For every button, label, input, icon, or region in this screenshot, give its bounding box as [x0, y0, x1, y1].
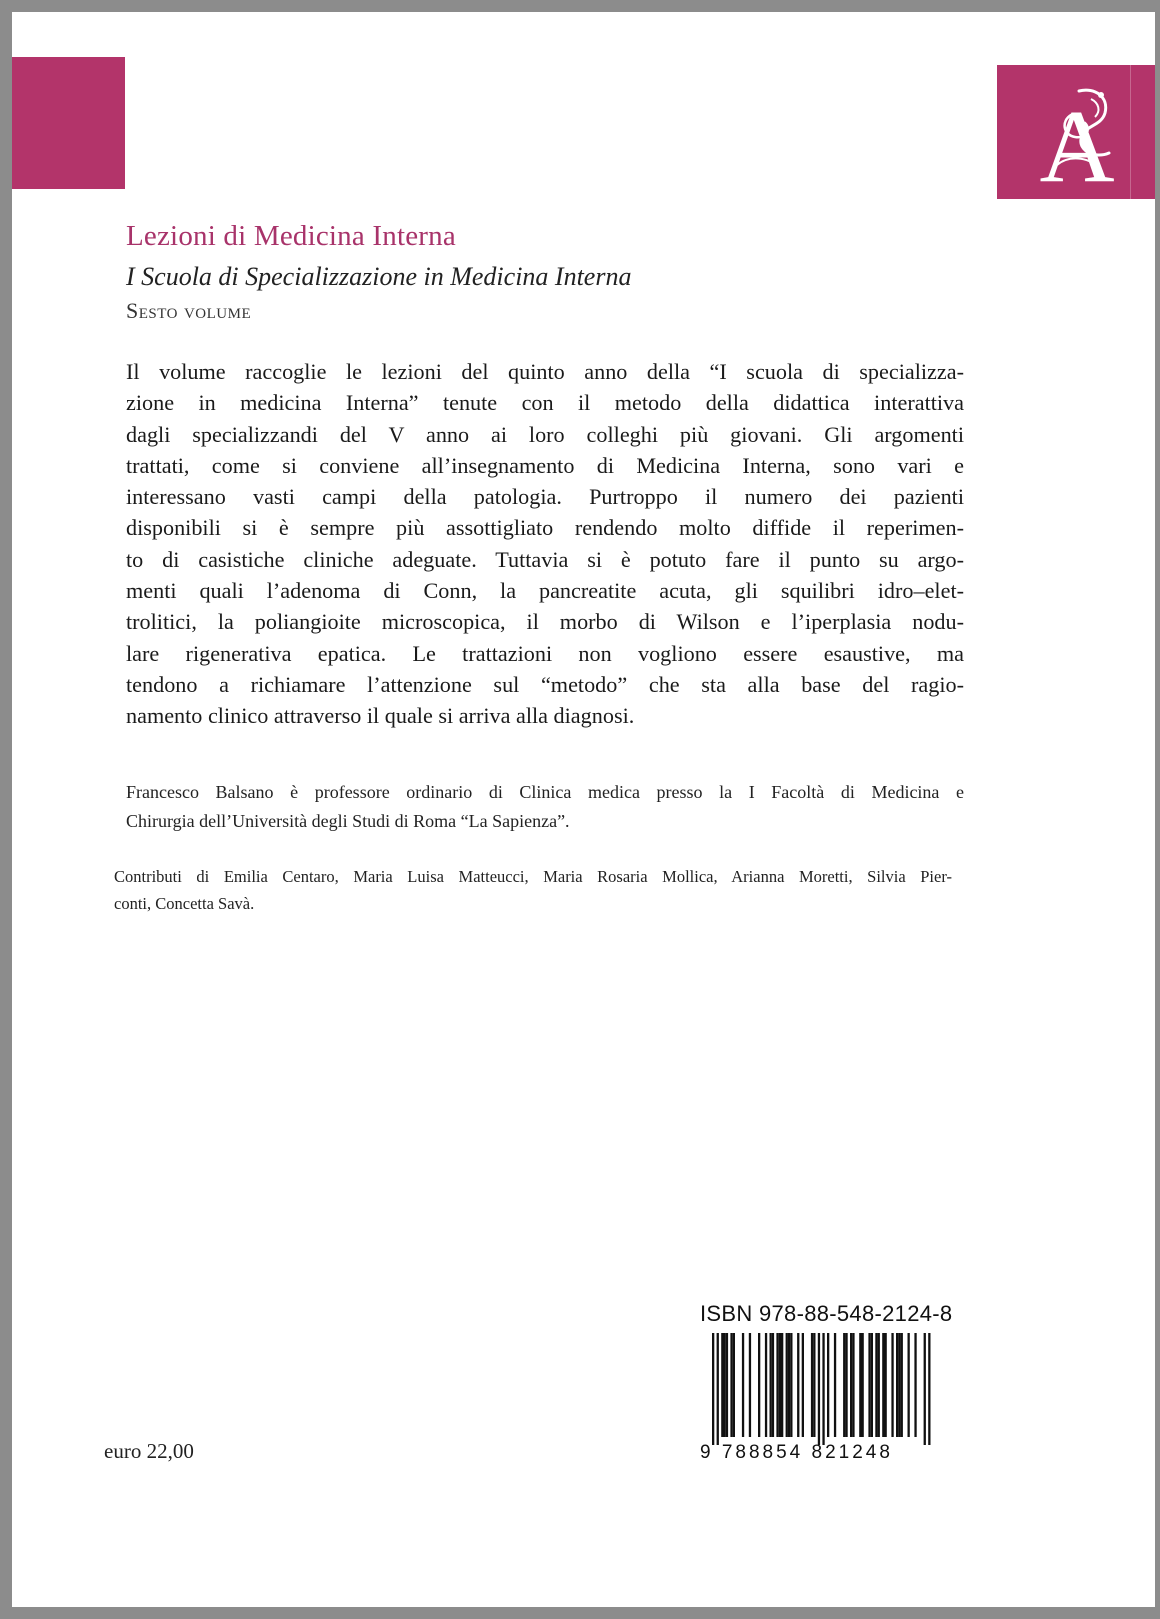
author-note [126, 778, 964, 835]
barcode-bar [901, 1333, 903, 1437]
barcode-bar [834, 1333, 836, 1437]
price-label: euro 22,00 [104, 1439, 194, 1463]
description-line: trolitici, la poliangioite microscopica, il morbo di Wilson e l’iperplasia nodu- [126, 609, 964, 635]
isbn-barcode [712, 1333, 948, 1445]
barcode-bar [742, 1333, 744, 1437]
barcode-bar [781, 1333, 783, 1437]
contrib-line: Contributi di Emilia Centaro, Maria Luisa Matteucci, Maria Rosaria Mollica, Arianna Moretti, Silvia Pier- [114, 867, 952, 886]
book-description [126, 356, 964, 732]
barcode-bar [786, 1333, 788, 1437]
barcode-bar [875, 1333, 877, 1437]
barcode-bar [882, 1333, 884, 1437]
barcode-bar [797, 1333, 799, 1437]
barcode-bar [859, 1333, 861, 1437]
decorative-color-band-left [12, 57, 125, 189]
barcode-bar [852, 1333, 854, 1437]
author-line: Chirurgia dell’Università degli Studi di Roma “La Sapienza”. [126, 810, 570, 831]
barcode-bar [770, 1333, 772, 1437]
barcode-bar [914, 1333, 916, 1437]
barcode-bar [871, 1333, 873, 1437]
barcode-bar [779, 1333, 781, 1437]
description-line: Il volume raccoglie le lezioni del quinto anno della “I scuola di specializza- [126, 359, 964, 384]
barcode-bar [928, 1333, 930, 1445]
description-line: menti quali l’adenoma di Conn, la pancreatite acuta, gli squilibri idro–elet- [126, 578, 964, 604]
description-line: namento clinico attraverso il quale si arriva alla diagnosi. [126, 703, 635, 729]
book-back-cover [12, 12, 1155, 1607]
description-line: zione in medicina Interna” tenute con il metodo della didattica interattiva [126, 390, 964, 416]
barcode-bar [765, 1333, 767, 1437]
barcode-bar [726, 1333, 728, 1437]
aracne-logo-icon [1017, 69, 1137, 195]
barcode-bar [868, 1333, 870, 1437]
book-title: Lezioni di Medicina Interna [126, 220, 456, 252]
barcode-bar [811, 1333, 813, 1437]
barcode-bar [712, 1333, 714, 1445]
barcode-bar [790, 1333, 792, 1437]
barcode-bar [896, 1333, 898, 1437]
barcode-bar [724, 1333, 726, 1437]
barcode-bar [885, 1333, 887, 1437]
barcode-bar [721, 1333, 723, 1437]
contrib-line: conti, Concetta Savà. [114, 894, 255, 913]
barcode-bar [776, 1333, 778, 1437]
barcode-bar [862, 1333, 864, 1437]
barcode-bar [822, 1333, 824, 1445]
description-line: dagli specializzandi del V anno ai loro colleghi più giovani. Gli argomenti [126, 421, 964, 447]
barcode-bar [730, 1333, 732, 1437]
barcode-bar [850, 1333, 852, 1437]
barcode-bar [733, 1333, 735, 1437]
description-line: to di casistiche cliniche adeguate. Tuttavia si è potuto fare il punto su argo- [126, 546, 964, 572]
publisher-logo-panel [997, 65, 1155, 199]
barcode-bar [924, 1333, 926, 1445]
description-line: trattati, come si conviene all’insegnamento di Medicina Interna, sono vari e [126, 452, 964, 478]
barcode-bar [845, 1333, 847, 1437]
barcode-bar [813, 1333, 815, 1437]
book-subtitle: I Scuola di Specializzazione in Medicina Interna [126, 262, 632, 291]
description-line: lare rigenerativa epatica. Le trattazioni non vogliono essere esaustive, ma [126, 640, 964, 666]
description-line: disponibili si è sempre più assottigliato rendendo molto diffide il reperimen- [126, 515, 964, 541]
barcode-bar [891, 1333, 893, 1437]
logo-letter: A [1039, 89, 1115, 195]
contributors-note [114, 863, 952, 917]
barcode-bar [802, 1333, 804, 1437]
description-line: tendono a richiamare l’attenzione sul “metodo” che sta alla base del ragio- [126, 671, 964, 697]
barcode-bar [788, 1333, 790, 1437]
spine-fold-line [1130, 65, 1131, 199]
barcode-bar [772, 1333, 774, 1437]
author-line: Francesco Balsano è professore ordinario di Clinica medica presso la I Facoltà di Medicina e [126, 782, 964, 802]
isbn-label: ISBN 978-88-548-2124-8 [700, 1301, 953, 1326]
barcode-bar [908, 1333, 910, 1437]
barcode-bar [827, 1333, 829, 1437]
barcode-bar [717, 1333, 719, 1445]
barcode-bar [818, 1333, 820, 1445]
barcode-bar [749, 1333, 751, 1437]
volume-label: Sesto volume [126, 298, 252, 323]
barcode-bar [878, 1333, 880, 1437]
description-line: interessano vasti campi della patologia. Purtroppo il numero dei pazienti [126, 484, 964, 510]
barcode-bar [843, 1333, 845, 1437]
barcode-digits: 9 788854 821248 [700, 1442, 893, 1463]
barcode-bar [898, 1333, 900, 1437]
barcode-bar [758, 1333, 760, 1437]
